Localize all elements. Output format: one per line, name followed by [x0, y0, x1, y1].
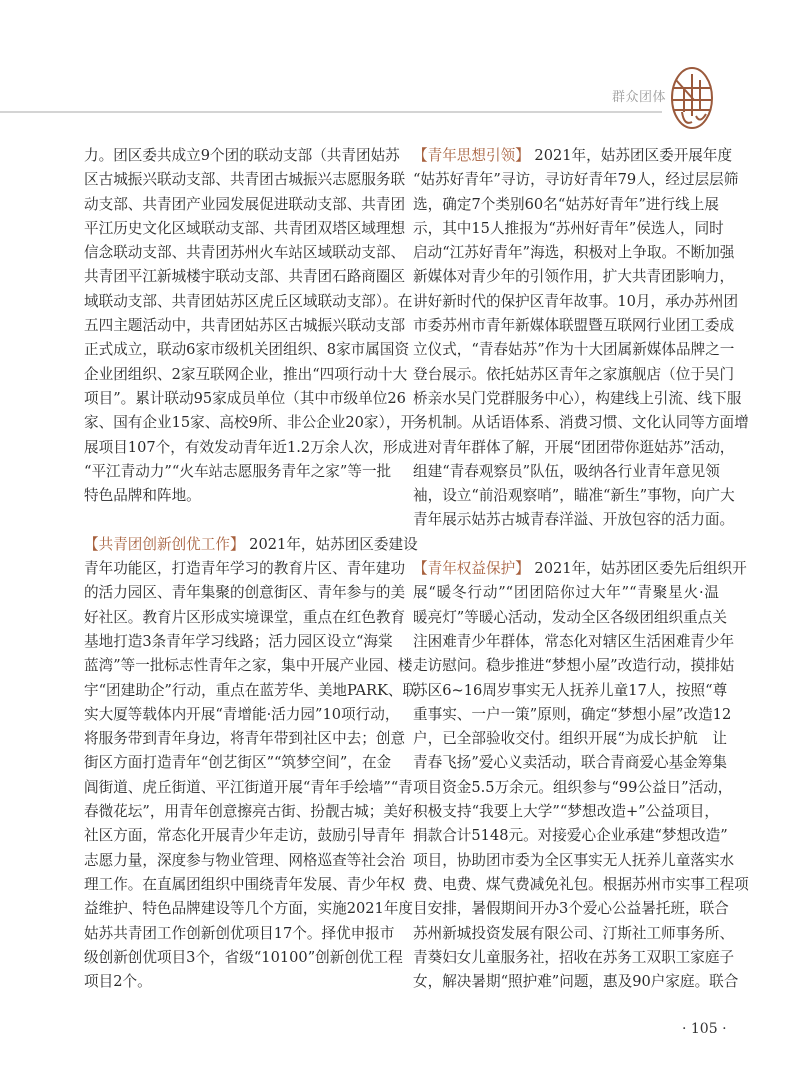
paragraph-line: 新媒体对青少年的引领作用，扩大共青团影响力，: [413, 268, 735, 286]
header-rule: [0, 111, 662, 113]
paragraph-line: 苏州新城投资发展有限公司、汀斯社工师事务所、: [413, 924, 735, 942]
section-heading: 【青年权益保护】: [413, 560, 530, 578]
paragraph-line: 项目，协助团市委为全区事实无人抚养儿童落实水: [413, 851, 735, 869]
paragraph-line: [413, 557, 747, 581]
paragraph-line: 目安排，暑假期间开办3个爱心公益暑托班，联合: [413, 900, 729, 918]
paragraph-line: 注困难青少年群体，常态化对辖区生活困难青少年: [413, 632, 735, 650]
paragraph-line: 姑苏共青团工作创新创优项目17个。择优申报市: [84, 924, 395, 942]
paragraph-line: 启动“江苏好青年”海选，积极对上争取。不断加强: [413, 244, 735, 262]
paragraph-line: 春微花坛”，用青年创意擦亮古街、扮靓古城；美好: [84, 803, 413, 821]
paragraph-line: 企业团组织、2家互联网企业，推出“四项行动十大: [84, 365, 408, 383]
paragraph-line: 立仪式，“青春姑苏”作为十大团属新媒体品牌之一: [413, 341, 735, 359]
paragraph-line: 级创新创优项目3个，省级“10100”创新创优工程: [84, 948, 403, 966]
paragraph-line: [413, 144, 733, 168]
paragraph-line: 平江历史文化区域联动支部、共青团双塔区域理想: [84, 219, 406, 237]
paragraph-line: 重事实、一户一策”原则，确定“梦想小屋”改造12: [413, 705, 732, 723]
paragraph-line: 项目”。累计联动95家成员单位（其中市级单位26: [84, 389, 406, 407]
paragraph-line: 实大厦等载体内开展“青增能·活力园”10项行动，: [84, 705, 400, 723]
paragraph-line: 进对青年群体了解，开展“团团带你逛姑苏”活动，: [413, 438, 735, 456]
paragraph-line: 家、国有企业15家、高校9所、非公企业20家），开: [84, 414, 416, 432]
paragraph-line: 暖亮灯”等暖心活动，发动全区各级团组织重点关: [413, 608, 727, 626]
paragraph-line: 志愿力量，深度参与物业管理、网格巡查等社会治: [84, 851, 406, 869]
paragraph-line: 选，确定7个类别60名“姑苏好青年”进行线上展: [413, 195, 719, 213]
section-title: 群众团体: [612, 90, 667, 105]
left-column: [84, 144, 418, 994]
paragraph-line: 理工作。在直属团组织中围绕青年发展、青少年权: [84, 875, 406, 893]
paragraph-line: 项目2个。: [84, 973, 152, 991]
paragraph-line: 动支部、共青团产业园发展促进联动支部、共青团: [84, 195, 406, 213]
paragraph-line: 力。团区委共成立9个团的联动支部（共青团姑苏: [84, 147, 400, 164]
paragraph-line: 好社区。教育片区形成实境课堂，重点在红色教育: [84, 608, 406, 626]
paragraph-line: 青春飞扬”爱心义卖活动，联合青商爱心基金筹集: [413, 754, 727, 772]
paragraph-line: 展“暖冬行动”“团团陪你过大年”“青聚星火·温: [413, 584, 719, 602]
paragraph-line: 项目资金5.5万余元。组织参与“99公益日”活动，: [413, 778, 733, 796]
paragraph-line: 展项目107个，有效发动青年近1.2万余人次，形成: [84, 438, 413, 456]
paragraph-line: 阊街道、虎丘街道、平江街道开展“青年手绘墙”“青: [84, 778, 413, 796]
paragraph-line: “姑苏好青年”寻访，寻访好青年79人，经过层层筛: [413, 171, 739, 189]
paragraph-line: 青年功能区，打造青年学习的教育片区、青年建功: [84, 560, 406, 578]
chapter-logo-icon: [670, 66, 714, 130]
paragraph-line: 社区方面，常态化开展青少年走访，鼓励引导青年: [84, 827, 406, 845]
section-heading: 【青年思想引领】: [413, 147, 530, 164]
paragraph-line: 捐款合计5148元。对接爱心企业承建“梦想改造”: [413, 827, 728, 845]
paragraph-line: [84, 533, 418, 557]
paragraph-line: 女，解决暑期“照护难”问题，惠及90户家庭。联合: [413, 973, 739, 991]
paragraph-line: 共青团平江新城楼宇联动支部、共青团石路商圈区: [84, 268, 406, 286]
paragraph-text: 2021年，姑苏团区委开展年度: [529, 147, 733, 164]
paragraph-line: 域联动支部、共青团姑苏区虎丘区域联动支部）。在: [84, 292, 413, 310]
right-column: [413, 144, 749, 994]
paragraph-line: 区古城振兴联动支部、共青团古城振兴志愿服务联: [84, 171, 406, 189]
paragraph-line: 正式成立，联动6家市级机关团组织、8家市属国资: [84, 341, 410, 359]
page-number: · 105 ·: [682, 1021, 727, 1037]
section-heading: 【共青团创新创优工作】: [84, 535, 245, 553]
paragraph-line: 讲好新时代的保护区青年故事。10月，承办苏州团: [413, 292, 739, 310]
paragraph-line: 示，其中15人推报为“苏州好青年”侯选人，同时: [413, 219, 724, 237]
paragraph-line: 袖，设立“前沿观察哨”，瞄准“新生”事物，向广大: [413, 487, 735, 505]
paragraph-line: 青年展示姑苏古城青春洋溢、开放包容的活力面。: [413, 511, 735, 529]
paragraph-line: 走访慰问。稳步推进“梦想小屋”改造行动，摸排姑: [413, 657, 735, 675]
paragraph-line: 务机制。从话语体系、消费习惯、文化认同等方面增: [413, 414, 749, 432]
paragraph-line: 户，已全部验收交付。组织开展“为成长护航 让: [413, 730, 727, 748]
paragraph-line: 特色品牌和阵地。: [84, 487, 201, 505]
paragraph-line: 的活力园区、青年集聚的创意街区、青年参与的美: [84, 584, 406, 602]
paragraph-line: 街区方面打造青年“创艺街区”“筑梦空间”，在金: [84, 754, 392, 772]
paragraph-line: 基地打造3条青年学习线路；活力园区设立“海棠: [84, 632, 393, 650]
paragraph-line: 费、电费、煤气费减免礼包。根据苏州市实事工程项: [413, 875, 749, 893]
paragraph-line: 五四主题活动中，共青团姑苏区古城振兴联动支部: [84, 317, 406, 335]
paragraph-line: 青葵妇女儿童服务社，招收在苏务工双职工家庭子: [413, 948, 735, 966]
paragraph-line: 桥亲水吴门党群服务中心），构建线上引流、线下服: [413, 389, 742, 407]
paragraph-line: 市委苏州市青年新媒体联盟暨互联网行业团工委成: [413, 317, 735, 335]
paragraph-line: 宇“团建助企”行动，重点在蓝芳华、美地PARK、联: [84, 681, 418, 699]
paragraph-line: 组建“青春观察员”队伍，吸纳各行业青年意见领: [413, 462, 720, 480]
paragraph-line: 将服务带到青年身边，将青年带到社区中去；创意: [84, 730, 406, 748]
paragraph-line: 信念联动支部、共青团苏州火车站区域联动支部、: [84, 244, 406, 262]
paragraph-line: “平江青动力”“火车站志愿服务青年之家”等一批: [84, 462, 392, 480]
paragraph-text: 2021年，姑苏团区委先后组织开: [529, 560, 747, 578]
paragraph-line: 积极支持“我要上大学”“梦想改造+”公益项目，: [413, 803, 719, 821]
paragraph-text: 2021年，姑苏团区委建设: [244, 535, 418, 553]
paragraph-line: 苏区6~16周岁事实无人抚养儿童17人，按照“尊: [413, 681, 728, 699]
paragraph-line: 蓝湾”等一批标志性青年之家，集中开展产业园、楼: [84, 657, 413, 675]
paragraph-line: 登台展示。依托姑苏区青年之家旗舰店（位于吴门: [413, 365, 735, 383]
paragraph-line: 益维护、特色品牌建设等几个方面，实施2021年度: [84, 900, 414, 918]
